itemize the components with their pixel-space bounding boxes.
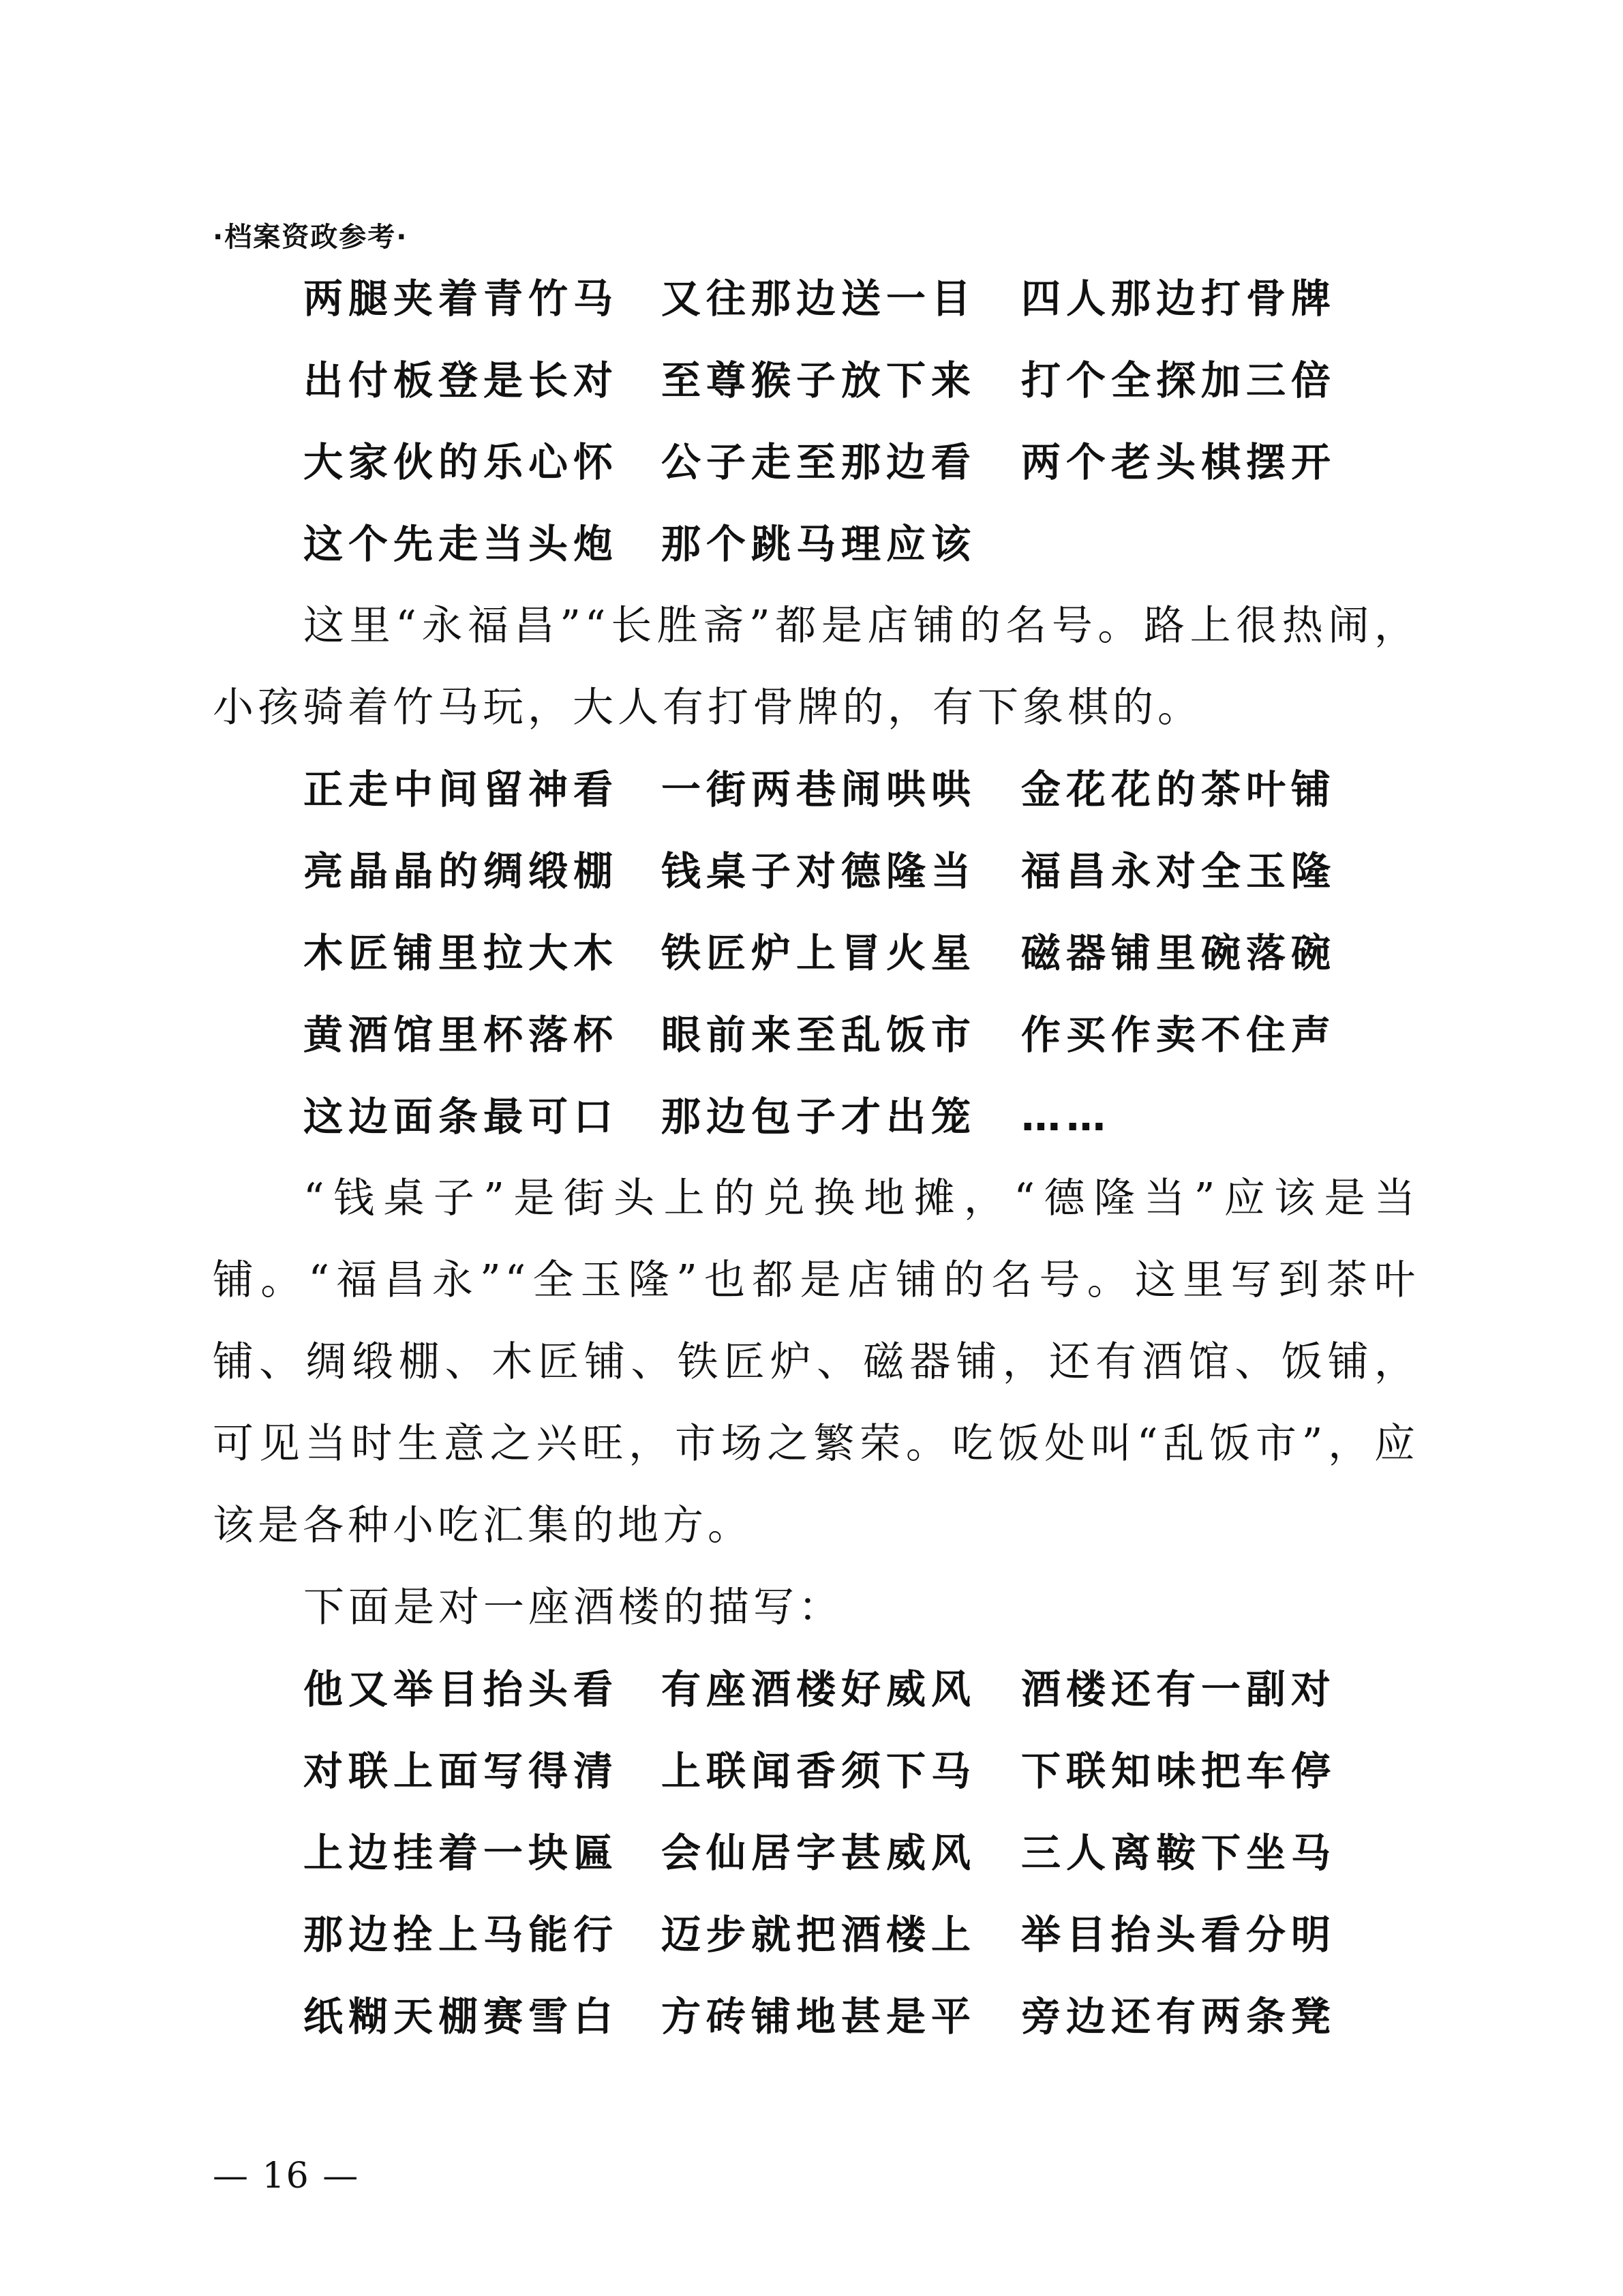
verse-phrase: 那边拴上马能行 xyxy=(303,1912,619,1958)
verse-phrase: 有座酒楼好威风 xyxy=(661,1666,977,1712)
verse-line xyxy=(0,1989,1623,2071)
verse-line xyxy=(0,353,1623,435)
verse-phrase: 这边面条最可口 xyxy=(303,1093,619,1140)
verse-phrase: 作买作卖不住声 xyxy=(1021,1012,1337,1058)
verse-line xyxy=(0,1662,1623,1744)
verse-line xyxy=(0,435,1623,517)
verse-line xyxy=(0,844,1623,926)
verse-phrase: 一街两巷闹哄哄 xyxy=(661,766,977,813)
verse-phrase: 金花花的茶叶铺 xyxy=(1021,766,1337,813)
verse-phrase: 迈步就把酒楼上 xyxy=(661,1912,977,1958)
verse-line xyxy=(0,1907,1623,1989)
verse-phrase: 酒楼还有一副对 xyxy=(1021,1666,1337,1712)
verse-phrase: 那个跳马理应该 xyxy=(661,521,977,567)
verse-line xyxy=(0,1744,1623,1826)
body-paragraph: 这里“永福昌”“长胜斋”都是店铺的名号。路上很热闹，小孩骑着竹马玩，大人有打骨牌的，有下象棋的。 xyxy=(213,602,1419,731)
verse-phrase: 木匠铺里拉大木 xyxy=(303,930,619,976)
verse-phrase: 举目抬头看分明 xyxy=(1021,1912,1337,1958)
verse-phrase: 公子走至那边看 xyxy=(661,439,977,485)
verse-phrase: 两个老头棋摆开 xyxy=(1021,439,1337,485)
verse-phrase: 大家伙的乐心怀 xyxy=(303,439,619,485)
verse-phrase: 这个先走当头炮 xyxy=(303,521,619,567)
verse-phrase: …… xyxy=(1021,1093,1111,1140)
verse-phrase: 对联上面写得清 xyxy=(303,1748,619,1794)
verse-phrase: 钱桌子对德隆当 xyxy=(661,848,977,894)
verse-phrase: 旁边还有两条凳 xyxy=(1021,1993,1337,2040)
verse-phrase: 福昌永对全玉隆 xyxy=(1021,848,1337,894)
verse-phrase: 纸糊天棚赛雪白 xyxy=(303,1993,619,2040)
page-number: — 16 — xyxy=(213,2156,360,2196)
verse-phrase: 黄酒馆里杯落杯 xyxy=(303,1012,619,1058)
verse-phrase: 下联知味把车停 xyxy=(1021,1748,1337,1794)
verse-phrase: 磁器铺里碗落碗 xyxy=(1021,930,1337,976)
verse-line xyxy=(0,1826,1623,1907)
verse-line xyxy=(0,1008,1623,1089)
verse-phrase: 会仙居字甚威风 xyxy=(661,1830,977,1876)
verse-phrase: 又往那边送一目 xyxy=(661,275,977,322)
verse-phrase: 打个全探加三倍 xyxy=(1021,357,1337,404)
verse-phrase: 铁匠炉上冒火星 xyxy=(661,930,977,976)
verse-phrase: 方砖铺地甚是平 xyxy=(661,1993,977,2040)
verse-phrase: 四人那边打骨牌 xyxy=(1021,275,1337,322)
body-paragraph: 下面是对一座酒楼的描写： xyxy=(303,1584,843,1631)
verse-phrase: 眼前来至乱饭市 xyxy=(661,1012,977,1058)
verse-line xyxy=(0,762,1623,844)
verse-phrase: 那边包子才出笼 xyxy=(661,1093,977,1140)
verse-phrase: 他又举目抬头看 xyxy=(303,1666,619,1712)
verse-phrase: 上边挂着一块匾 xyxy=(303,1830,619,1876)
verse-phrase: 正走中间留神看 xyxy=(303,766,619,813)
verse-line xyxy=(0,926,1623,1008)
body-paragraph: “钱桌子”是街头上的兑换地摊，“德隆当”应该是当铺。“福昌永”“全玉隆”也都是店铺的名号。这里写到茶叶铺、绸缎棚、木匠铺、铁匠炉、磁器铺，还有酒馆、饭铺，可见当时生意之兴旺，市场之繁荣。吃饭处叫“乱饭市”，应该是各种小吃汇集的地方。 xyxy=(213,1175,1419,1550)
verse-phrase: 出付板登是长对 xyxy=(303,357,619,404)
verse-phrase: 至尊猴子放下来 xyxy=(661,357,977,404)
running-header: ·档案资政参考· xyxy=(213,222,408,253)
verse-phrase: 上联闻香须下马 xyxy=(661,1748,977,1794)
verse-line xyxy=(0,271,1623,353)
verse-phrase: 三人离鞍下坐马 xyxy=(1021,1830,1337,1876)
verse-phrase: 两腿夹着青竹马 xyxy=(303,275,619,322)
verse-phrase: 亮晶晶的绸缎棚 xyxy=(303,848,619,894)
